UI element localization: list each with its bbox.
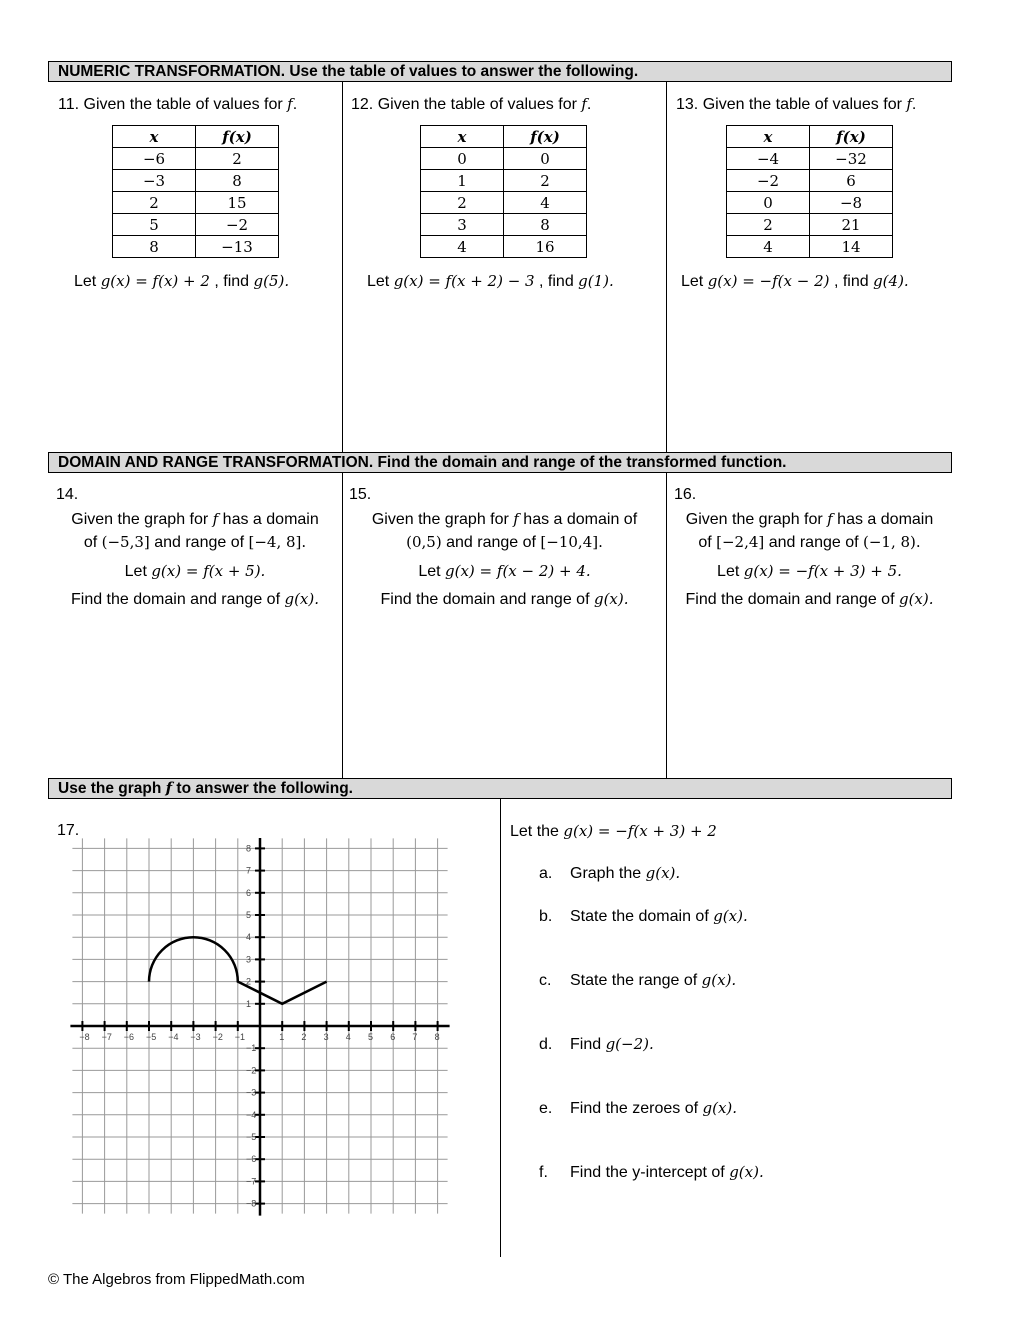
problem-15-line2: (0,5) and range of [−10,4]. [406,533,603,551]
problem-16-line4: Find the domain and range of g(x). [685,590,934,608]
y-tick-label: −2 [246,1065,257,1076]
problem-16-line1: Given the graph for f has a domain [685,510,934,528]
x-tick-label: −1 [234,1032,246,1042]
x-tick-label: 5 [368,1032,374,1042]
x-tick-label: −5 [146,1032,157,1042]
y-tick-label: 1 [246,998,252,1009]
x-tick-label: 2 [301,1032,307,1042]
section-heading-numeric: NUMERIC TRANSFORMATION. Use the table of values to answer the following. [48,61,952,82]
y-tick-label: −8 [246,1198,257,1209]
y-tick-label: −3 [246,1087,257,1098]
problem-17-prompt: Let the g(x) = −f(x + 3) + 2 [510,822,717,840]
x-tick-label: 6 [390,1032,396,1042]
values-table-13: x f(x) −4 −32 −2 6 0 −8 2 21 4 14 [726,125,893,258]
problem-14-number: 14. [56,486,79,503]
y-tick-label: 7 [246,865,252,876]
y-tick-label: 6 [246,887,252,898]
y-tick-label: 4 [246,932,252,943]
x-tick-label: −2 [212,1032,223,1042]
problem-12-question: Let g(x) = f(x + 2) − 3 , find g(1). [367,272,614,290]
function-graph [50,838,470,1218]
problem-12-intro: 12. Given the table of values for f. [351,95,592,113]
x-tick-label: 3 [323,1032,329,1042]
problem-15-line1: Given the graph for f has a domain of [371,510,638,528]
y-tick-label: −5 [246,1132,257,1142]
problem-14-line1: Given the graph for f has a domain [71,510,319,528]
problem-14-line4: Find the domain and range of g(x). [70,590,320,608]
problem-15-number: 15. [349,486,372,503]
subquestion-e: e. Find the zeroes of g(x). [539,1099,738,1117]
subquestion-d: d. Find g(−2). [539,1035,654,1053]
problem-15-line4: Find the domain and range of g(x). [380,590,629,608]
x-tick-label: 4 [345,1032,351,1042]
footer-credit: © The Algebros from FlippedMath.com [48,1271,305,1288]
subquestion-c: c. State the range of g(x). [539,971,737,989]
problem-14-line2: of (−5,3] and range of [−4, 8]. [83,533,307,551]
values-table-11: x f(x) −6 2 −3 8 2 15 5 −2 8 −13 [112,125,279,258]
problem-13-question: Let g(x) = −f(x − 2) , find g(4). [681,272,909,290]
x-tick-label: 8 [434,1032,440,1042]
problem-11-intro: 11. Given the table of values for f. [58,95,298,113]
problem-15-line3: Let g(x) = f(x − 2) + 4. [418,562,591,580]
column-divider [500,799,501,1257]
y-tick-label: 5 [246,910,252,920]
x-tick-label: −6 [123,1032,135,1042]
subquestion-b: b. State the domain of g(x). [539,907,748,925]
values-table-12: x f(x) 0 0 1 2 2 4 3 8 4 16 [420,125,587,258]
column-divider [666,82,667,452]
section-heading-domain-range: DOMAIN AND RANGE TRANSFORMATION. Find the domain and range of the transformed function. [48,452,952,473]
y-tick-label: −1 [246,1043,257,1054]
x-tick-label: −4 [168,1032,179,1042]
y-tick-label: 3 [246,954,252,965]
problem-11-question: Let g(x) = f(x) + 2 , find g(5). [74,272,290,290]
problem-16-number: 16. [674,486,697,503]
x-tick-label: −3 [190,1032,201,1042]
section-heading-graph: Use the graph f to answer the following. [48,778,952,799]
subquestion-f: f. Find the y-intercept of g(x). [539,1163,764,1181]
y-tick-label: 8 [246,843,252,854]
x-tick-label: −7 [101,1032,112,1042]
problem-14-line3: Let g(x) = f(x + 5). [124,562,266,580]
column-divider [342,82,343,452]
problem-16-line3: Let g(x) = −f(x + 3) + 5. [717,562,902,580]
problem-13-intro: 13. Given the table of values for f. [676,95,917,113]
y-tick-label: 2 [246,976,252,987]
y-tick-label: −4 [246,1109,257,1120]
x-tick-label: 7 [412,1032,418,1042]
y-tick-label: −7 [246,1176,257,1187]
problem-17-number: 17. [57,822,80,839]
problem-16-line2: of [−2,4] and range of (−1, 8). [698,533,921,551]
x-tick-label: 1 [279,1032,285,1042]
y-tick-label: −6 [246,1154,257,1165]
subquestion-a: a. Graph the g(x). [539,864,681,882]
x-tick-label: −8 [79,1032,90,1042]
